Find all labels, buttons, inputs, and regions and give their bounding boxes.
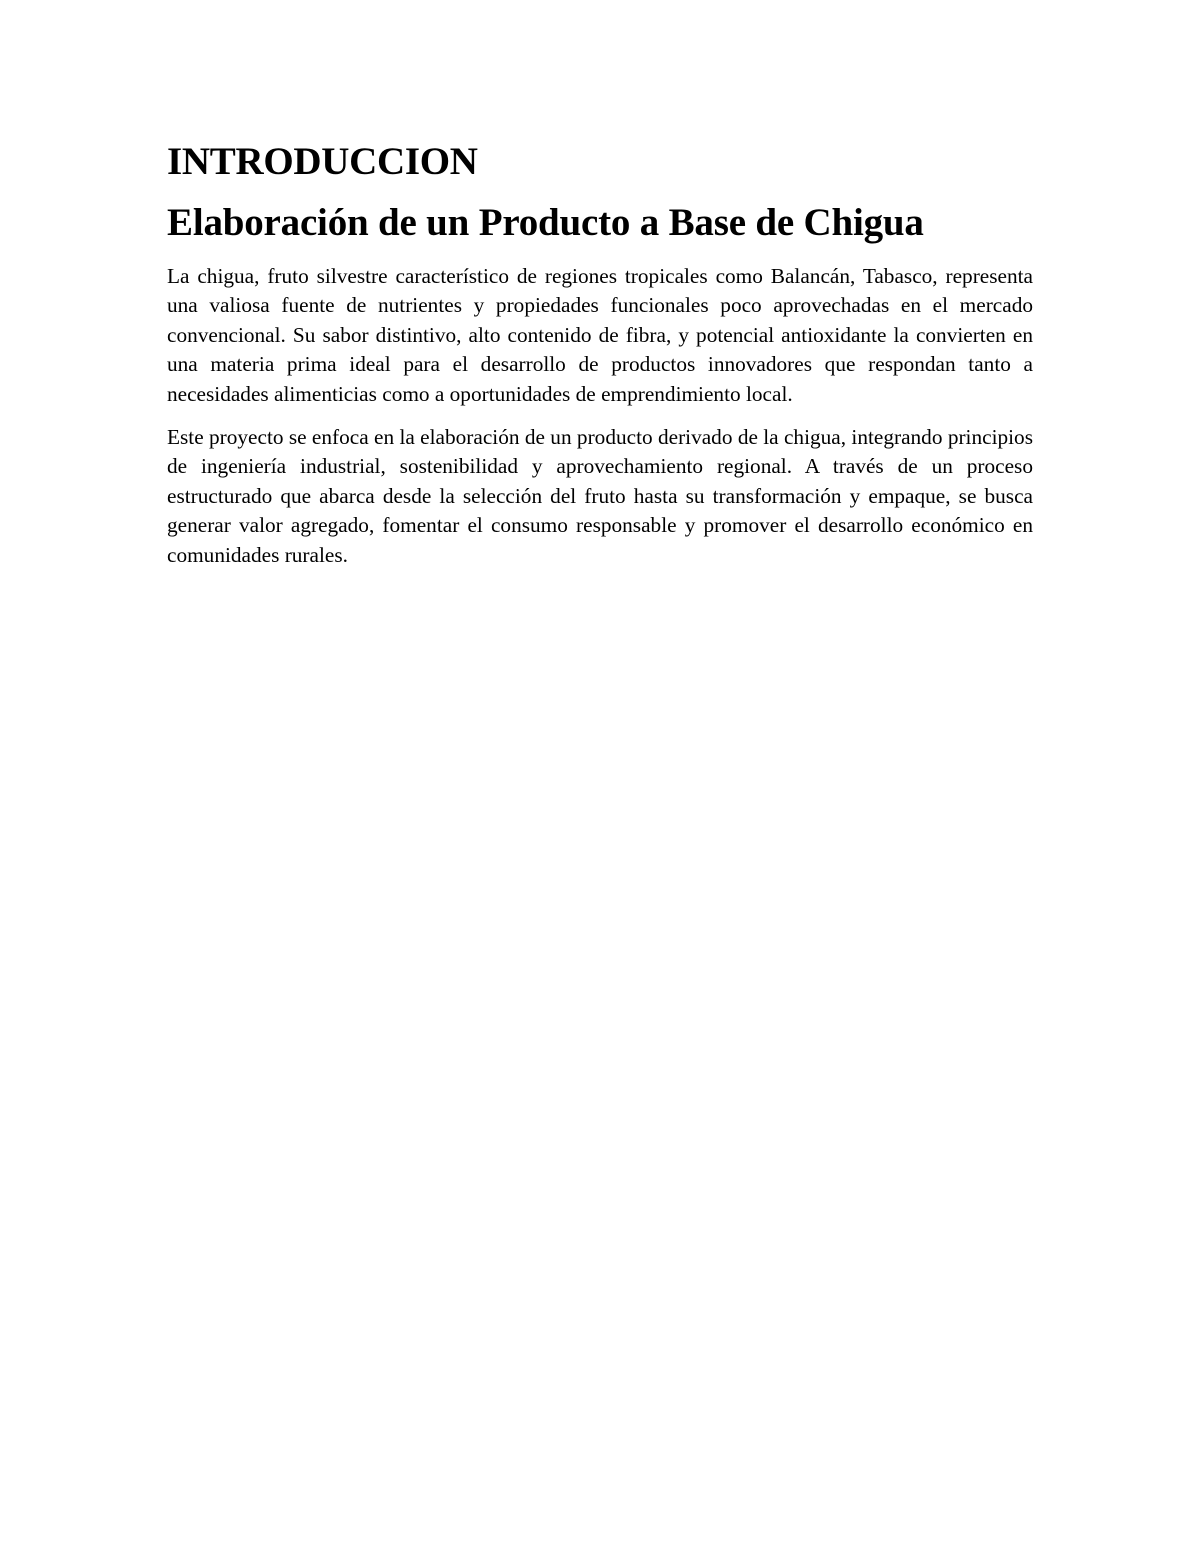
section-heading: INTRODUCCION xyxy=(167,140,478,183)
paragraph-1: La chigua, fruto silvestre característico de regiones tropicales como Balancán, Tabasco, representa una valiosa fuente de nutrientes y propiedades funcionales poco aprovechadas en el mercado convencional. Su sabor distintivo, alto contenido de fibra, y potencial antioxidante la convierten en una materia prima ideal para el desarrollo de productos innovadores que respondan tanto a necesidades alimenticias como a oportunidades de emprendimiento local. xyxy=(167,264,1033,406)
paragraph-2: Este proyecto se enfoca en la elaboración de un producto derivado de la chigua, integrando principios de ingeniería industrial, sostenibilidad y aprovechamiento regional. A través de un proceso estructurado que abarca desde la selección del fruto hasta su transformación y empaque, se busca generar valor agregado, fomentar el consumo responsable y promover el desarrollo económico en comunidades rurales. xyxy=(167,425,1033,567)
document-title: Elaboración de un Producto a Base de Chigua xyxy=(167,201,924,244)
document-content xyxy=(167,138,1033,570)
